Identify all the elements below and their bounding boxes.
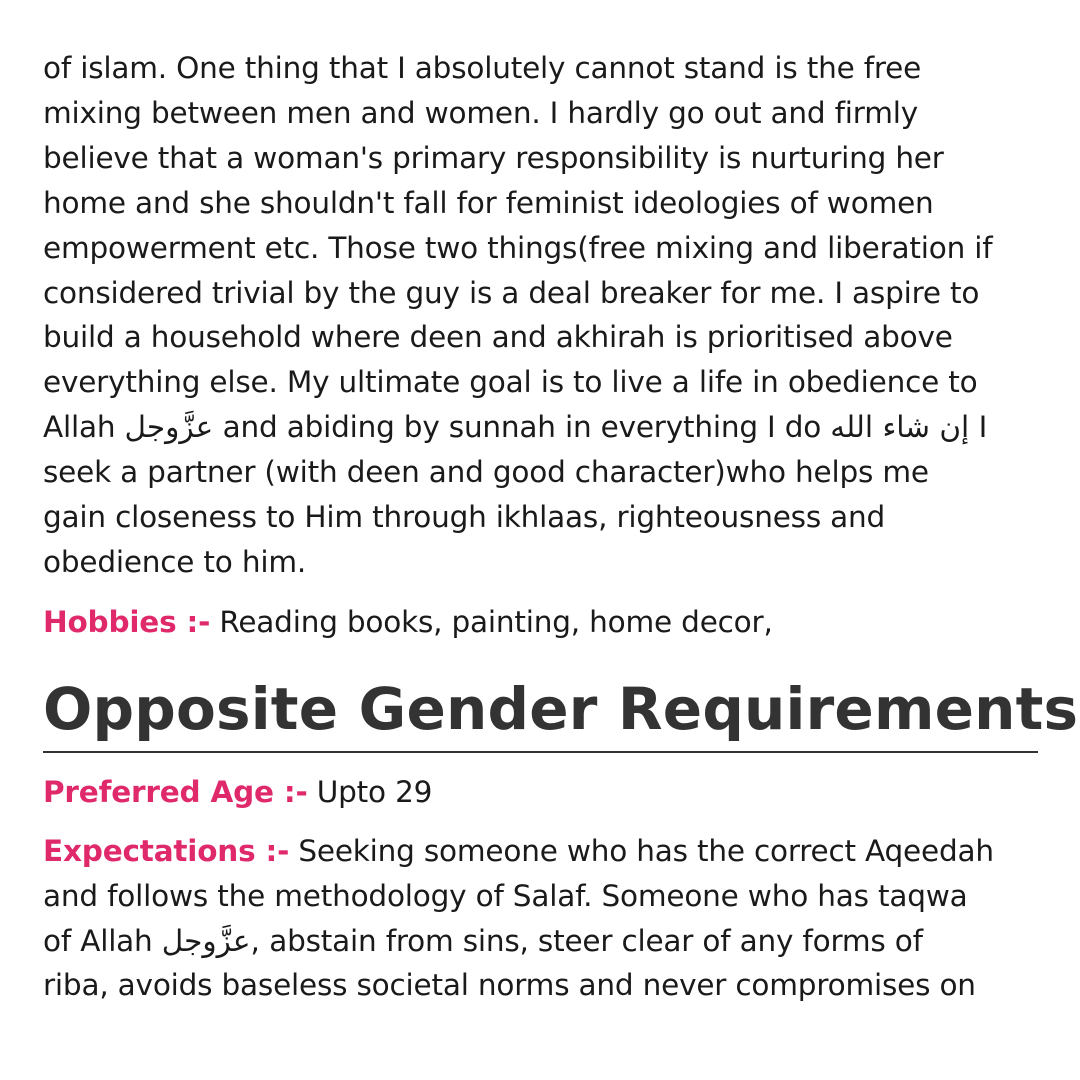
about-paragraph (43, 46, 1043, 585)
about-line: considered trivial by the guy is a deal breaker for me. I aspire to (43, 275, 980, 310)
preferred-age-value: Upto 29 (316, 774, 433, 809)
about-line: mixing between men and women. I hardly go out and firmly (43, 95, 918, 130)
about-line: everything else. My ultimate goal is to live a life in obedience to (43, 365, 978, 400)
expectations-line: and follows the methodology of Salaf. Someone who has taqwa (43, 878, 968, 913)
hobbies-field (43, 600, 1043, 645)
hobbies-value: Reading books, painting, home decor, (219, 604, 773, 639)
about-line: of islam. One thing that I absolutely cannot stand is the free (43, 51, 922, 85)
about-line: believe that a woman's primary responsibility is nurturing her (43, 140, 944, 175)
document-page (43, 46, 1079, 1008)
about-line: empowerment etc. Those two things(free mixing and liberation if (43, 230, 993, 265)
about-line: obedience to him. (43, 544, 307, 579)
preferred-age-field (43, 770, 1043, 815)
preferred-age-label: Preferred Age :- (43, 774, 308, 809)
section-title: Opposite Gender Requirements (43, 674, 1079, 743)
expectations-text: Seeking someone who has the correct Aqeedah (298, 833, 994, 868)
expectations-line: riba, avoids baseless societal norms and never compromises on (43, 968, 976, 1003)
expectations-line: of Allah عزَّوجل, abstain from sins, steer clear of any forms of (43, 923, 923, 958)
about-line: seek a partner (with deen and good character)who helps me (43, 455, 929, 490)
section-divider (43, 751, 1038, 753)
about-line: gain closeness to Him through ikhlaas, righteousness and (43, 500, 886, 535)
expectations-label: Expectations :- (43, 833, 290, 868)
hobbies-label: Hobbies :- (43, 604, 211, 639)
expectations-first-line (43, 829, 1043, 874)
expectations-field (43, 829, 1043, 1009)
about-line: Allah عزَّوجل and abiding by sunnah in everything I do إن شاء الله I (43, 410, 988, 445)
about-line: build a household where deen and akhirah is prioritised above (43, 320, 953, 355)
about-line: home and she shouldn't fall for feminist ideologies of women (43, 185, 934, 220)
